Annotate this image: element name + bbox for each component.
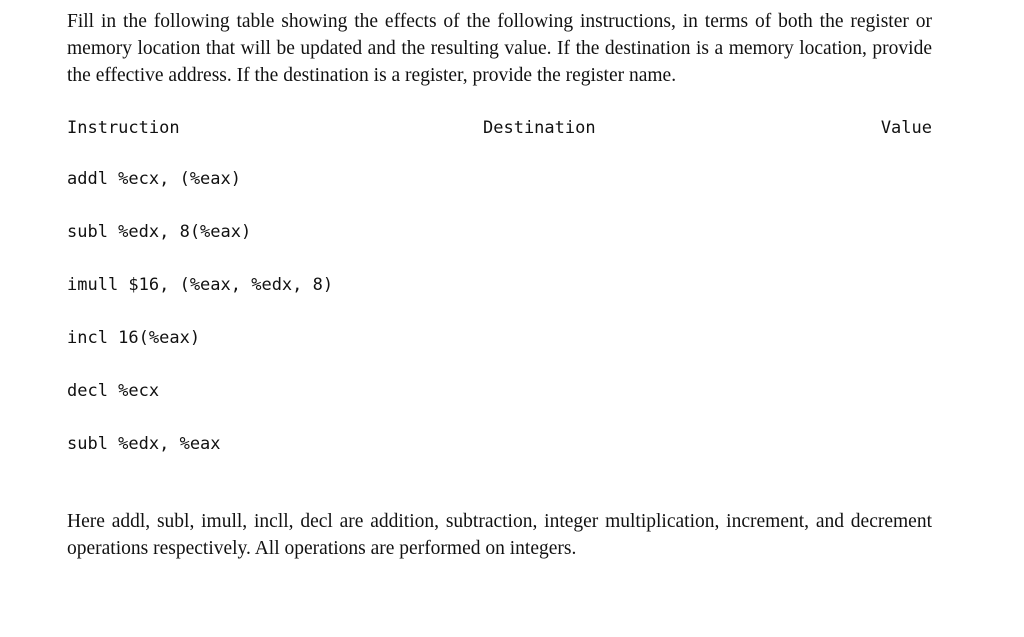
header-instruction: Instruction xyxy=(67,118,180,138)
instruction-cell: subl %edx, %eax xyxy=(67,434,221,454)
table-row xyxy=(67,380,932,433)
table-row xyxy=(67,168,932,221)
intro-paragraph: Fill in the following table showing the effects of the following instructions, in terms of both the register or memory location that will be updated and the resulting value. If the destination is a memory location, provide the effective address. If the destination is a register, provide the register name. xyxy=(67,11,932,86)
header-destination: Destination xyxy=(483,118,596,138)
document-page xyxy=(67,8,932,562)
table-row xyxy=(67,274,932,327)
table-row xyxy=(67,433,932,486)
instruction-cell: subl %edx, 8(%eax) xyxy=(67,222,252,242)
table-row xyxy=(67,327,932,380)
header-value: Value xyxy=(880,118,932,138)
instruction-cell: addl %ecx, (%eax) xyxy=(67,169,241,189)
outro-paragraph: Here addl, subl, imull, incll, decl are addition, subtraction, integer multiplication, increment, and decrement operations respectively. All operations are performed on integers. xyxy=(67,511,932,559)
table-row xyxy=(67,221,932,274)
table-header-row xyxy=(67,117,932,168)
instruction-cell: decl %ecx xyxy=(67,381,160,401)
instruction-cell: incl 16(%eax) xyxy=(67,328,201,348)
instruction-cell: imull $16, (%eax, %edx, 8) xyxy=(67,275,334,295)
instruction-table xyxy=(67,117,932,486)
